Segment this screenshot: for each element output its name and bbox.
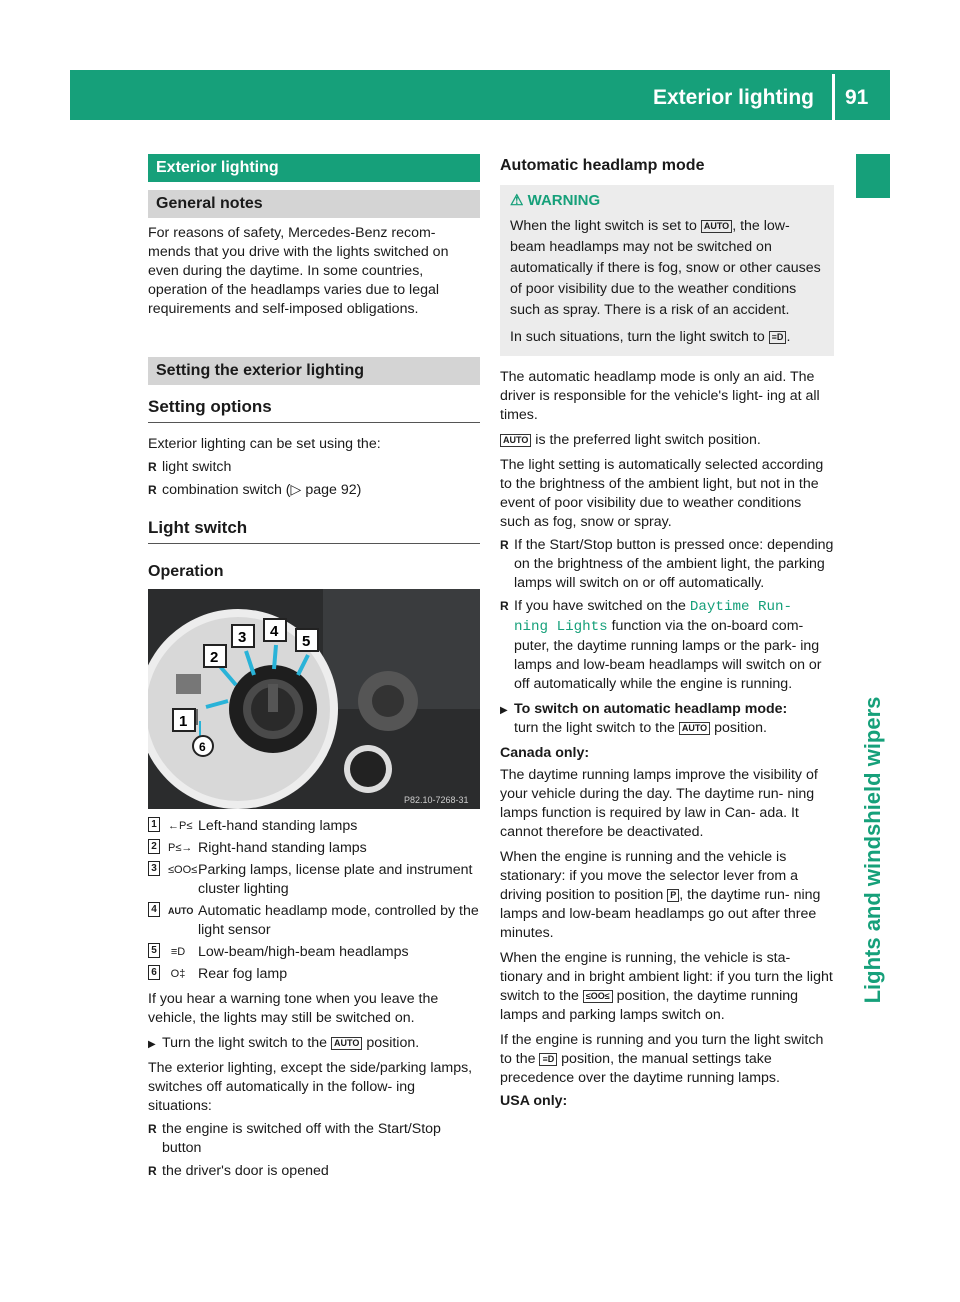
list-item: R the engine is switched off with the Start/Stop button <box>148 1120 480 1158</box>
legend-row <box>148 839 480 858</box>
right-standing-lamp-icon: P≤→ <box>168 842 193 854</box>
side-tab <box>856 154 890 198</box>
light-switch-illustration <box>148 589 480 809</box>
bullet-text: function via the on-board com- puter, the daytime running lamps or the park- ing lamps and low-beam headlamps will switch on or off automatically while the engine is running. <box>514 618 822 692</box>
setting-intro: Exterior lighting can be set using the: <box>148 436 381 452</box>
action-text: position. <box>366 1035 420 1051</box>
setting-options-heading: Setting options <box>148 397 480 423</box>
daytime-running-lights-link[interactable]: Daytime Run‐ ning Lights <box>514 599 793 635</box>
operation-heading: Operation <box>148 563 224 580</box>
legend-number: 6 <box>148 965 160 980</box>
automatic-mode-heading: Automatic headlamp mode <box>500 157 705 174</box>
photo-code: P82.10-7268-31 <box>404 795 469 805</box>
legend-text: Low-beam/high-beam headlamps <box>198 944 409 960</box>
list-item: R If the Start/Stop button is pressed once: depending on the brightness of the ambient light, the parking lamps will switch on or off automatically. <box>500 536 834 593</box>
list-item: R light switch <box>148 458 480 477</box>
warning-tone-text: If you hear a warning tone when you leave the vehicle, the lights may still be switched on. <box>148 991 439 1026</box>
callout-4: 4 <box>270 623 279 640</box>
auto-icon: AUTO <box>168 906 194 916</box>
legend-number: 4 <box>148 902 160 917</box>
warning-label: WARNING <box>527 192 601 209</box>
legend-row <box>148 965 480 984</box>
legend-text: Parking lamps, license plate and instrument cluster lighting <box>198 862 473 897</box>
legend-text: Left-hand standing lamps <box>198 818 358 834</box>
manual-text: If the engine is running and you turn the light switch to the <box>500 1032 824 1067</box>
legend-text: Right-hand standing lamps <box>198 840 367 856</box>
left-column <box>148 154 480 1181</box>
callout-1: 1 <box>179 713 188 730</box>
low-beam-icon: ≡D <box>170 946 186 958</box>
action-title: ▶ To switch on automatic headlamp mode: <box>514 701 788 717</box>
list-item: R combination switch (▷ page 92) <box>148 481 480 500</box>
action-text: position. <box>714 720 767 736</box>
header-divider <box>832 74 835 120</box>
callout-6: 6 <box>199 740 206 754</box>
exterior-text: The exterior lighting, except the side/parking lamps, switches off automatically in the follow- ing situations: <box>148 1060 473 1114</box>
action-step <box>500 700 834 738</box>
stationary-text: , the daytime run- ning lamps and low-beam headlamps go out after three minutes. <box>500 887 821 941</box>
legend-row <box>148 861 480 899</box>
light-switch-heading: Light switch <box>148 518 480 544</box>
legend-list <box>148 817 480 984</box>
callout-2: 2 <box>210 649 219 666</box>
ambient-text: position, the daytime running lamps and parking lamps switch on. <box>500 988 799 1023</box>
left-standing-lamp-icon: ←P≤ <box>168 820 193 832</box>
warning-text: When the light switch is set to <box>510 218 697 234</box>
list-item <box>500 597 834 694</box>
section-heading: Exterior lighting <box>148 154 480 182</box>
ambient-text: When the engine is running, the vehicle is sta- tionary and in bright ambient light: if you turn the light switch to the <box>500 950 833 1004</box>
canada-heading: Canada only: <box>500 745 590 761</box>
auto-select-text: The light setting is automatically selected according to the brightness of the ambient light, but not in the event of poor visibility due to weather conditions such as fog, snow or spray. <box>500 457 824 530</box>
page-title: Exterior lighting <box>652 86 814 109</box>
auto-icon: AUTO <box>331 1037 362 1050</box>
canada-text: The daytime running lamps improve the visibility of your vehicle during the day. The daytime run- ning lamps function is required by law in Can- ada. It cannot therefore be deactivated. <box>500 767 818 840</box>
usa-heading: USA only: <box>500 1093 568 1109</box>
general-notes-heading: General notes <box>148 190 480 218</box>
aid-text: The automatic headlamp mode is only an aid. The driver is responsible for the vehicle's light- ing at all times. <box>500 369 820 423</box>
auto-icon: AUTO <box>500 434 531 447</box>
low-beam-icon: ≡D <box>769 331 787 344</box>
auto-icon: AUTO <box>679 722 710 735</box>
low-beam-icon: ≡D <box>539 1053 557 1066</box>
warning-text: In such situations, turn the light switch to <box>510 329 765 345</box>
general-notes-text: For reasons of safety, Mercedes-Benz recom- mends that you drive with the lights switched on even during the daytime. In some countries, operation of the headlamps varies due to legal requirements and self-imposed obligations. <box>148 225 449 317</box>
callout-5: 5 <box>302 633 311 650</box>
legend-number: 3 <box>148 861 160 876</box>
rear-fog-lamp-icon: O‡ <box>170 968 186 980</box>
page-number: 91 <box>845 86 869 109</box>
stationary-text: When the engine is running and the vehicle is stationary: if you move the selector lever from a driving position to position <box>500 849 799 903</box>
right-column <box>500 154 834 1111</box>
action-text: Turn the light switch to the <box>162 1035 328 1051</box>
legend-text: Automatic headlamp mode, controlled by the light sensor <box>198 903 479 938</box>
warning-text: , the low- beam headlamps may not be switched on automatically if there is fog, snow or other causes of poor visibility due to the weather conditions such as spray. There is a risk of an accident. <box>510 218 821 318</box>
callout-3: 3 <box>238 629 247 646</box>
manual-text: position, the manual settings take precedence over the daytime running lamps. <box>500 1051 780 1086</box>
legend-row <box>148 902 480 940</box>
legend-number: 1 <box>148 817 160 832</box>
legend-text: Rear fog lamp <box>198 966 288 982</box>
warning-triangle-icon: ⚠ <box>510 192 524 209</box>
preferred-text: is the preferred light switch position. <box>535 432 761 448</box>
legend-number: 5 <box>148 943 160 958</box>
parking-lamps-icon: ≤OO≤ <box>583 990 613 1003</box>
legend-row <box>148 817 480 836</box>
list-item: R the driver's door is opened <box>148 1162 480 1181</box>
setting-heading: Setting the exterior lighting <box>148 357 480 385</box>
legend-number: 2 <box>148 839 160 854</box>
bullet-text: If you have switched on the <box>514 598 686 614</box>
auto-icon: AUTO <box>701 220 732 233</box>
warning-title <box>510 191 824 210</box>
action-text: turn the light switch to the <box>514 720 675 736</box>
warning-box: ⚠ WARNING When the light switch is set to AUTO , the low- beam headlamps may not be switched on automatically if there is fog, snow or other causes of poor visibility due to the weather conditions such as spray. There is a risk of an accident. In such situations, turn the light switch to ≡D . <box>500 185 834 356</box>
light-switch-photo <box>148 589 480 809</box>
park-position-icon: P <box>667 889 679 902</box>
chapter-tab-label: Lights and windshield wipers <box>860 696 885 1004</box>
legend-row <box>148 943 480 962</box>
action-step <box>148 1034 480 1053</box>
parking-lamps-icon: ≤OO≤ <box>168 864 198 876</box>
